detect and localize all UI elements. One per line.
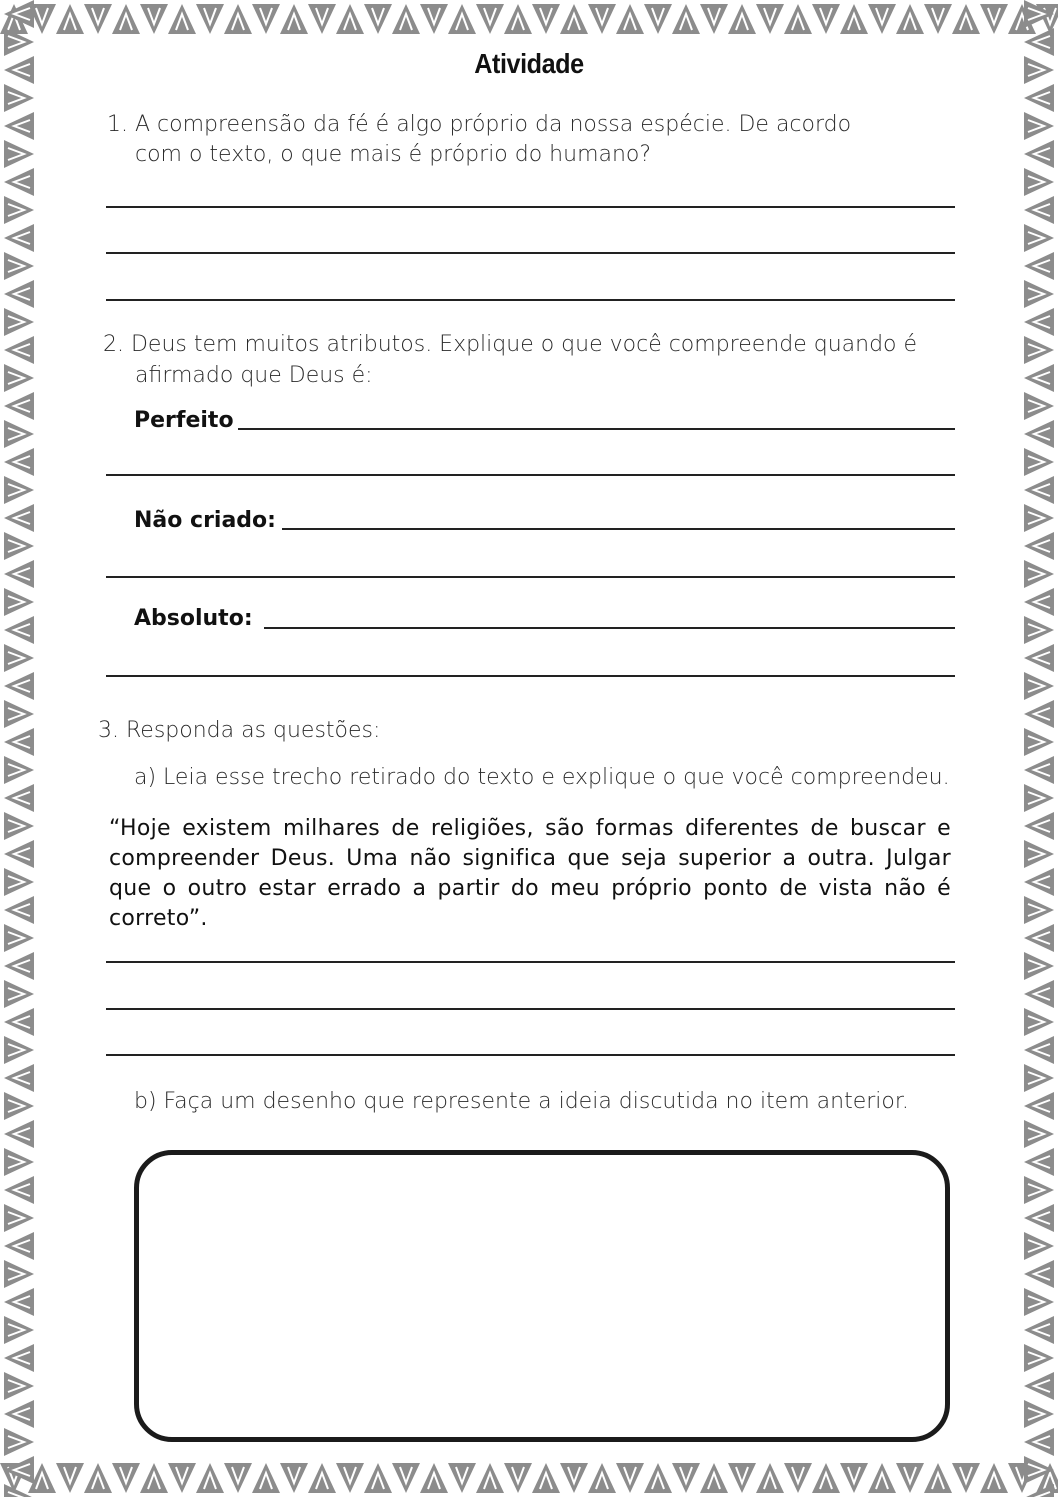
border-triangle-icon bbox=[1024, 868, 1054, 896]
question-1-line-1: 1. A compreensão da fé é algo próprio da nossa espécie. De acordo bbox=[107, 112, 852, 137]
border-triangle-icon bbox=[1024, 812, 1054, 840]
border-triangle-icon bbox=[4, 532, 34, 560]
answer-line[interactable] bbox=[106, 576, 955, 578]
border-triangle-icon bbox=[980, 1463, 1008, 1493]
border-triangle-icon bbox=[4, 1232, 34, 1260]
answer-line[interactable] bbox=[106, 1008, 955, 1010]
border-triangle-icon bbox=[1024, 448, 1054, 476]
question-3a: a) Leia esse trecho retirado do texto e explique o que você compreendeu. bbox=[134, 765, 950, 790]
border-triangle-icon bbox=[4, 1288, 34, 1316]
label-perfeito: Perfeito bbox=[134, 408, 234, 433]
border-triangle-icon bbox=[336, 4, 364, 34]
border-triangle-icon bbox=[4, 1400, 34, 1428]
border-triangle-icon bbox=[280, 4, 308, 34]
border-triangle-icon bbox=[4, 1428, 34, 1456]
border-triangle-icon bbox=[224, 4, 252, 34]
border-triangle-icon bbox=[4, 504, 34, 532]
border-triangle-icon bbox=[1024, 1232, 1054, 1260]
border-triangle-icon bbox=[4, 1120, 34, 1148]
decorative-border-right bbox=[1020, 0, 1058, 1497]
border-triangle-icon bbox=[420, 4, 448, 34]
border-triangle-icon bbox=[840, 4, 868, 34]
border-triangle-icon bbox=[1024, 28, 1054, 56]
border-triangle-icon bbox=[252, 1463, 280, 1493]
border-triangle-icon bbox=[4, 280, 34, 308]
border-triangle-icon bbox=[1024, 784, 1054, 812]
border-triangle-icon bbox=[1024, 1008, 1054, 1036]
border-triangle-icon bbox=[644, 4, 672, 34]
border-triangle-icon bbox=[1024, 644, 1054, 672]
question-3-heading: 3. Responda as questões: bbox=[98, 718, 381, 743]
quote-text: “Hoje existem milhares de religiões, são formas diferentes de buscar e compreender Deus. Uma não significa que seja superior a outra. Julgar que o outro estar errado a partir do meu próprio ponto de vista não é correto”. bbox=[109, 816, 951, 931]
border-triangle-icon bbox=[868, 4, 896, 34]
border-triangle-icon bbox=[140, 4, 168, 34]
border-triangle-icon bbox=[196, 4, 224, 34]
border-triangle-icon bbox=[1024, 560, 1054, 588]
border-triangle-icon bbox=[924, 4, 952, 34]
border-triangle-icon bbox=[980, 4, 1008, 34]
border-triangle-icon bbox=[4, 420, 34, 448]
border-triangle-icon bbox=[4, 728, 34, 756]
border-triangle-icon bbox=[4, 1484, 34, 1497]
border-triangle-icon bbox=[1024, 392, 1054, 420]
border-triangle-icon bbox=[952, 4, 980, 34]
answer-line-perfeito[interactable] bbox=[238, 428, 955, 430]
border-triangle-icon bbox=[4, 812, 34, 840]
border-triangle-icon bbox=[4, 448, 34, 476]
answer-line[interactable] bbox=[106, 961, 955, 963]
border-triangle-icon bbox=[1024, 252, 1054, 280]
border-triangle-icon bbox=[4, 252, 34, 280]
border-triangle-icon bbox=[1024, 1456, 1054, 1484]
answer-line-nao-criado[interactable] bbox=[282, 528, 955, 530]
border-triangle-icon bbox=[560, 4, 588, 34]
border-triangle-icon bbox=[1024, 1064, 1054, 1092]
border-triangle-icon bbox=[4, 700, 34, 728]
border-triangle-icon bbox=[4, 616, 34, 644]
border-triangle-icon bbox=[700, 1463, 728, 1493]
border-triangle-icon bbox=[4, 84, 34, 112]
decorative-border-bottom bbox=[0, 1459, 1058, 1497]
border-triangle-icon bbox=[1024, 1428, 1054, 1456]
border-triangle-icon bbox=[1024, 0, 1054, 28]
border-triangle-icon bbox=[1024, 896, 1054, 924]
border-triangle-icon bbox=[392, 1463, 420, 1493]
border-triangle-icon bbox=[1024, 224, 1054, 252]
answer-line[interactable] bbox=[106, 206, 955, 208]
answer-line[interactable] bbox=[106, 299, 955, 301]
border-triangle-icon bbox=[504, 4, 532, 34]
border-triangle-icon bbox=[4, 196, 34, 224]
border-triangle-icon bbox=[4, 840, 34, 868]
border-triangle-icon bbox=[616, 4, 644, 34]
border-triangle-icon bbox=[4, 1148, 34, 1176]
border-triangle-icon bbox=[1024, 728, 1054, 756]
question-2-line-1: 2. Deus tem muitos atributos. Explique o que você compreende quando é bbox=[103, 332, 918, 357]
border-triangle-icon bbox=[476, 4, 504, 34]
border-triangle-icon bbox=[4, 644, 34, 672]
answer-line-absoluto[interactable] bbox=[264, 627, 955, 629]
border-triangle-icon bbox=[784, 1463, 812, 1493]
border-triangle-icon bbox=[504, 1463, 532, 1493]
decorative-border-top bbox=[0, 0, 1058, 38]
border-triangle-icon bbox=[1024, 1036, 1054, 1064]
border-triangle-icon bbox=[1024, 140, 1054, 168]
question-1-line-2: com o texto, o que mais é próprio do humano? bbox=[135, 142, 652, 167]
border-triangle-icon bbox=[700, 4, 728, 34]
border-triangle-icon bbox=[1024, 980, 1054, 1008]
border-triangle-icon bbox=[924, 1463, 952, 1493]
drawing-box[interactable] bbox=[134, 1150, 950, 1442]
border-triangle-icon bbox=[4, 868, 34, 896]
border-triangle-icon bbox=[448, 1463, 476, 1493]
border-triangle-icon bbox=[56, 1463, 84, 1493]
border-triangle-icon bbox=[532, 1463, 560, 1493]
border-triangle-icon bbox=[4, 112, 34, 140]
border-triangle-icon bbox=[1024, 308, 1054, 336]
border-triangle-icon bbox=[4, 756, 34, 784]
border-triangle-icon bbox=[1024, 504, 1054, 532]
border-triangle-icon bbox=[4, 1008, 34, 1036]
border-triangle-icon bbox=[4, 924, 34, 952]
border-triangle-icon bbox=[1024, 196, 1054, 224]
border-triangle-icon bbox=[1024, 112, 1054, 140]
border-triangle-icon bbox=[112, 4, 140, 34]
border-triangle-icon bbox=[840, 1463, 868, 1493]
border-triangle-icon bbox=[4, 28, 34, 56]
border-triangle-icon bbox=[4, 560, 34, 588]
border-triangle-icon bbox=[308, 4, 336, 34]
border-triangle-icon bbox=[4, 0, 34, 28]
label-nao-criado: Não criado: bbox=[134, 508, 276, 533]
border-triangle-icon bbox=[1024, 840, 1054, 868]
border-triangle-icon bbox=[532, 4, 560, 34]
border-triangle-icon bbox=[4, 364, 34, 392]
border-triangle-icon bbox=[56, 4, 84, 34]
border-triangle-icon bbox=[756, 4, 784, 34]
border-triangle-icon bbox=[4, 140, 34, 168]
border-triangle-icon bbox=[4, 1176, 34, 1204]
border-triangle-icon bbox=[1024, 168, 1054, 196]
border-triangle-icon bbox=[448, 4, 476, 34]
border-triangle-icon bbox=[112, 1463, 140, 1493]
border-triangle-icon bbox=[1024, 1484, 1054, 1497]
border-triangle-icon bbox=[4, 952, 34, 980]
border-triangle-icon bbox=[784, 4, 812, 34]
border-triangle-icon bbox=[1024, 280, 1054, 308]
border-triangle-icon bbox=[4, 1316, 34, 1344]
border-triangle-icon bbox=[308, 1463, 336, 1493]
border-triangle-icon bbox=[4, 476, 34, 504]
border-triangle-icon bbox=[1024, 756, 1054, 784]
border-triangle-icon bbox=[1024, 336, 1054, 364]
border-triangle-icon bbox=[4, 392, 34, 420]
border-triangle-icon bbox=[896, 4, 924, 34]
border-triangle-icon bbox=[1024, 1316, 1054, 1344]
border-triangle-icon bbox=[4, 1064, 34, 1092]
border-triangle-icon bbox=[728, 1463, 756, 1493]
border-triangle-icon bbox=[616, 1463, 644, 1493]
border-triangle-icon bbox=[4, 1344, 34, 1372]
border-triangle-icon bbox=[1024, 1344, 1054, 1372]
border-triangle-icon bbox=[4, 1372, 34, 1400]
border-triangle-icon bbox=[4, 1260, 34, 1288]
border-triangle-icon bbox=[1024, 952, 1054, 980]
border-triangle-icon bbox=[4, 56, 34, 84]
border-triangle-icon bbox=[4, 1204, 34, 1232]
border-triangle-icon bbox=[952, 1463, 980, 1493]
border-triangle-icon bbox=[1024, 1092, 1054, 1120]
border-triangle-icon bbox=[196, 1463, 224, 1493]
answer-line[interactable] bbox=[106, 252, 955, 254]
border-triangle-icon bbox=[4, 1036, 34, 1064]
border-triangle-icon bbox=[1024, 1372, 1054, 1400]
border-triangle-icon bbox=[1024, 1148, 1054, 1176]
border-triangle-icon bbox=[4, 1092, 34, 1120]
border-triangle-icon bbox=[364, 1463, 392, 1493]
border-triangle-icon bbox=[728, 4, 756, 34]
border-triangle-icon bbox=[364, 4, 392, 34]
border-triangle-icon bbox=[1024, 1400, 1054, 1428]
border-triangle-icon bbox=[1024, 84, 1054, 112]
border-triangle-icon bbox=[588, 1463, 616, 1493]
border-triangle-icon bbox=[4, 224, 34, 252]
border-triangle-icon bbox=[4, 896, 34, 924]
border-triangle-icon bbox=[168, 4, 196, 34]
border-triangle-icon bbox=[868, 1463, 896, 1493]
border-triangle-icon bbox=[1024, 1204, 1054, 1232]
border-triangle-icon bbox=[4, 168, 34, 196]
border-triangle-icon bbox=[1024, 616, 1054, 644]
border-triangle-icon bbox=[896, 1463, 924, 1493]
border-triangle-icon bbox=[4, 1456, 34, 1484]
border-triangle-icon bbox=[1024, 1120, 1054, 1148]
border-triangle-icon bbox=[476, 1463, 504, 1493]
border-triangle-icon bbox=[1024, 364, 1054, 392]
border-triangle-icon bbox=[1024, 1288, 1054, 1316]
border-triangle-icon bbox=[336, 1463, 364, 1493]
border-triangle-icon bbox=[1024, 1176, 1054, 1204]
border-triangle-icon bbox=[84, 1463, 112, 1493]
border-triangle-icon bbox=[4, 336, 34, 364]
decorative-border-left bbox=[0, 0, 38, 1497]
label-absoluto: Absoluto: bbox=[134, 606, 253, 631]
answer-line[interactable] bbox=[106, 675, 955, 677]
border-triangle-icon bbox=[588, 4, 616, 34]
page-title: Atividade bbox=[474, 48, 584, 79]
border-triangle-icon bbox=[1024, 420, 1054, 448]
border-triangle-icon bbox=[84, 4, 112, 34]
border-triangle-icon bbox=[4, 980, 34, 1008]
border-triangle-icon bbox=[392, 4, 420, 34]
border-triangle-icon bbox=[1024, 56, 1054, 84]
border-triangle-icon bbox=[252, 4, 280, 34]
answer-line[interactable] bbox=[106, 1054, 955, 1056]
border-triangle-icon bbox=[224, 1463, 252, 1493]
question-2-line-2: afirmado que Deus é: bbox=[135, 363, 373, 388]
border-triangle-icon bbox=[4, 588, 34, 616]
border-triangle-icon bbox=[812, 1463, 840, 1493]
border-triangle-icon bbox=[280, 1463, 308, 1493]
border-triangle-icon bbox=[4, 784, 34, 812]
border-triangle-icon bbox=[672, 4, 700, 34]
border-triangle-icon bbox=[756, 1463, 784, 1493]
border-triangle-icon bbox=[1024, 672, 1054, 700]
border-triangle-icon bbox=[420, 1463, 448, 1493]
border-triangle-icon bbox=[4, 308, 34, 336]
border-triangle-icon bbox=[1024, 1260, 1054, 1288]
answer-line[interactable] bbox=[106, 474, 955, 476]
border-triangle-icon bbox=[1024, 588, 1054, 616]
question-3b: b) Faça um desenho que represente a ideia discutida no item anterior. bbox=[134, 1089, 909, 1114]
border-triangle-icon bbox=[140, 1463, 168, 1493]
border-triangle-icon bbox=[672, 1463, 700, 1493]
border-triangle-icon bbox=[1024, 924, 1054, 952]
border-triangle-icon bbox=[168, 1463, 196, 1493]
border-triangle-icon bbox=[1024, 532, 1054, 560]
border-triangle-icon bbox=[4, 672, 34, 700]
border-triangle-icon bbox=[560, 1463, 588, 1493]
border-triangle-icon bbox=[644, 1463, 672, 1493]
border-triangle-icon bbox=[812, 4, 840, 34]
border-triangle-icon bbox=[1024, 476, 1054, 504]
border-triangle-icon bbox=[1024, 700, 1054, 728]
